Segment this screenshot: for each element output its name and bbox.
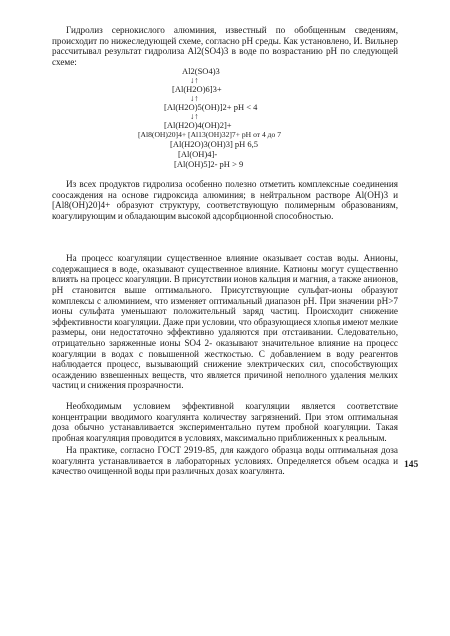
scheme-line: [Al(H2O)6]3+ bbox=[172, 84, 222, 94]
scheme-line: Al2(SO4)3 bbox=[182, 66, 220, 76]
paragraph-dose-condition: Необходимым условием эффективной коагуляции является соответствие концентрации вводимого коагулянта количеству загрязнений. При этом оптимальная доза обычно устанавливается экспериментально путем пробной коагуляции. Такая пробная коагуляция проводится в условиях, максимально приближенных к реальным. bbox=[52, 401, 398, 443]
hydrolysis-scheme bbox=[138, 66, 320, 169]
scheme-arrow: ↓↑ bbox=[190, 111, 199, 121]
page-number: 145 bbox=[404, 460, 419, 470]
paragraph-gost-practice: На практике, согласно ГОСТ 2919-85, для каждого образца воды оптимальная доза коагулянта устанавливается в лабораторных условиях. Определяется объем осадка и качество очищенной воды при различных дозах коагулянта. bbox=[52, 445, 398, 477]
scheme-line: [Al(OH)5]2- pH > 9 bbox=[174, 159, 244, 169]
paragraph-hydrolysis-products: Из всех продуктов гидролиза особенно полезно отметить комплексные соединения соосаждения на основе гидроксида алюминия; в нейтральном растворе Al(OH)3 и [Al8(OH)20]4+ образуют структуру, соответствующую полимерным образованиям, коагулирующим и обладающим высокой адсорбционной способностью. bbox=[52, 179, 398, 221]
scheme-line: [Al(OH)4]- bbox=[178, 149, 218, 159]
scheme-line: [Al8(OH)20]4+ [Al13(OH)32]7+ pH от 4 до 7 bbox=[138, 130, 282, 139]
scheme-arrow: ↓↑ bbox=[190, 93, 199, 103]
scheme-line: [Al(H2O)3(OH)3] pH 6,5 bbox=[170, 139, 259, 149]
scheme-line: [Al(H2O)4(OH)2]+ bbox=[164, 120, 232, 130]
paragraph-water-composition: На процесс коагуляции существенное влияние оказывает состав воды. Анионы, содержащиеся в воде, оказывают существенное влияние. Катионы могут существенно влиять на процесс коагуляции. В присутствии ионов кальция и магния, а также анионов, pH становится выше оптимального. Присутствующие сульфат-ионы образуют комплексы с алюминием, что изменяет оптимальный диапазон pH. При значении pH>7 ионы сульфата уменьшают положительный заряд частиц. Происходит снижение эффективности коагуляции. Даже при условии, что образующиеся хлопья имеют мелкие размеры, они недостаточно эффективно удаляются при отстаивании. Следовательно, отрицательно заряженные ионы SO4 2- оказывают значительное влияние на процесс коагуляции в водах с повышенной жесткостью. С добавлением в воду реагентов наблюдается процесс, вызывающий снижение электрических сил, способствующих осаждению взвешенных веществ, что является причиной неполного удаления мелких частиц и снижения прозрачности. bbox=[52, 253, 398, 391]
paragraph-intro: Гидролиз сернокислого алюминия, известный по обобщенным сведениям, происходит по нижеследующей схеме, согласно pH среды. Как установлено, И. Вильнер рассчитывал результат гидролиза Al2(SO4)3 в воде по возрастанию pH по следующей схеме: bbox=[52, 25, 398, 67]
scheme-line: [Al(H2O)5(OH)]2+ pH < 4 bbox=[164, 102, 258, 112]
scheme-arrow: ↓↑ bbox=[190, 75, 199, 85]
